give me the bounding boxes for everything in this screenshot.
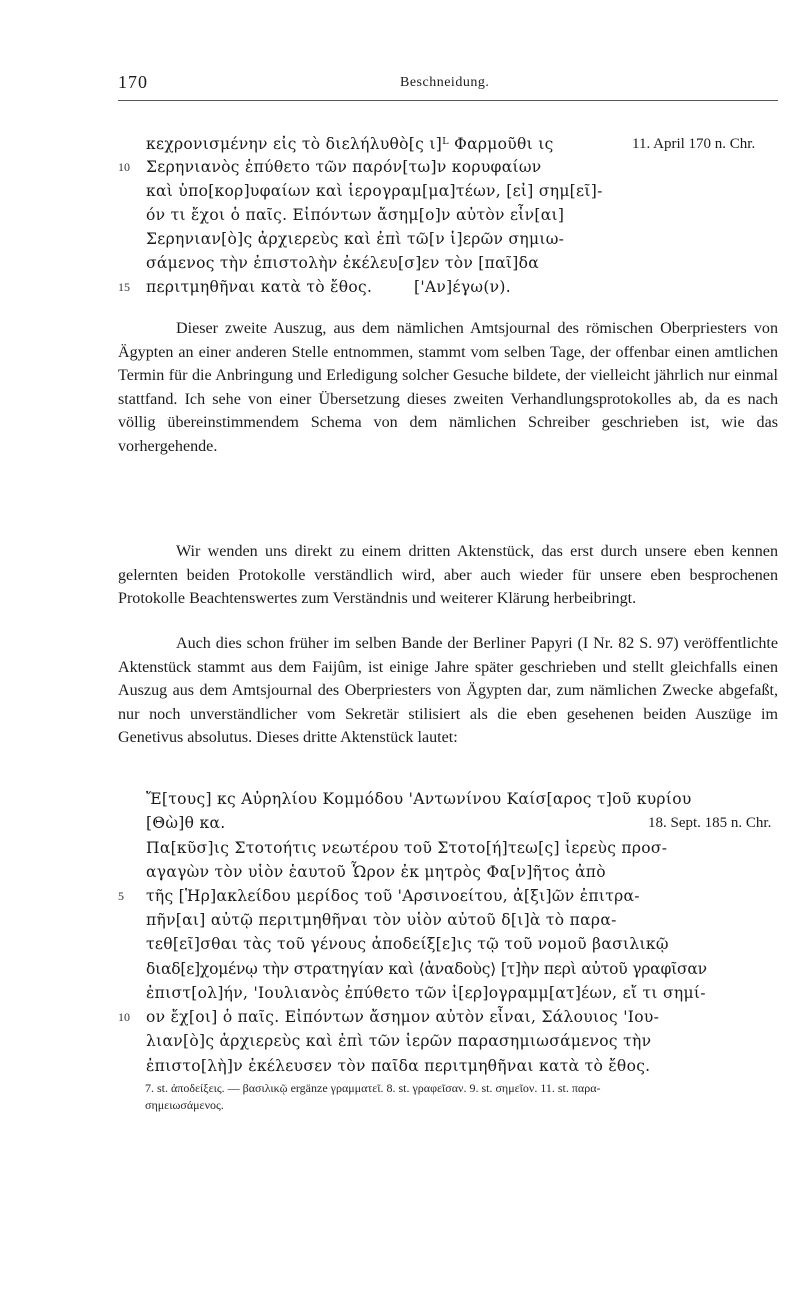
- greek-line: διαδ[ε]χομένῳ τὴν στρατηγίαν καὶ ⟨ἀναδοὺς⟩ [τ]ὴν περὶ αὐτοῦ γραφῖσαν: [146, 960, 707, 978]
- greek-line: σάμενος τὴν ἐπιστολὴν ἐκέλευ[σ]εν τὸν [παῖ]δα: [146, 254, 539, 272]
- greek-line: ἐπιστ[ολ]ήν, 'Ιουλιανὸς ἐπύθετο τῶν ἱ[ερ]ογραμμ[ατ]έων, εἴ τι σημί-: [146, 984, 706, 1002]
- line-number: 10: [118, 160, 130, 174]
- line-number: 5: [118, 889, 124, 903]
- greek-line: κεχρονισμένην εἰς τὸ διελήλυθὸ[ς ι]ᴸ Φαρμοῦθι ις: [146, 135, 554, 153]
- greek-line: ον ἔχ[οι] ὁ παῖς. Εἰπόντων ἄσημον αὐτὸν εἶναι, Σάλουιος 'Ιου-: [146, 1008, 660, 1026]
- footnotes: [145, 1080, 785, 1114]
- page-header: [118, 66, 778, 101]
- greek-line: ἐπιστο[λὴ]ν ἐκέλευσεν τὸν παῖδα περιτμηθῆναι κατὰ τὸ ἔθος.: [146, 1057, 651, 1075]
- greek-line: Σερηνιανὸς ἐπύθετο τῶν παρόν[τω]ν κορυφαίων: [146, 158, 542, 176]
- greek-line: Ἔ[τους] κς Αὐρηλίου Κομμόδου 'Αντωνίνου Καίσ[αρος τ]οῦ κυρίου: [146, 790, 692, 808]
- greek-line: τεθ[εῖ]σθαι τὰς τοῦ γένους ἀποδείξ[ε]ις τῷ τοῦ νομοῦ βασιλικῷ: [146, 935, 669, 953]
- running-title: Beschneidung.: [400, 75, 490, 90]
- commentary-paragraph-1: [118, 317, 778, 458]
- greek-line: τῆς [Ἡρ]ακλείδου μερίδος τοῦ 'Αρσινοείτου, ἀ[ξι]ῶν ἐπιτρα-: [146, 887, 640, 905]
- page-number: 170: [118, 72, 148, 92]
- paragraph: Wir wenden uns direkt zu einem dritten Aktenstück, das erst durch unsere eben kennen gelernten beiden Protokolle verständlich wird, aber auch wieder für unsere eben besprochenen Protokolle Beachtenswertes zum Verständnis und weiterer Klärung herbeibringt.: [118, 543, 778, 607]
- greek-line: καὶ ὑπο[κορ]υφαίων καὶ ἱερογραμ[μα]τέων, [εἰ] σημ[εῖ]-: [146, 182, 603, 200]
- greek-line: [Θὼ]θ κα.: [146, 814, 226, 832]
- date-note: 11. April 170 n. Chr.: [632, 136, 756, 152]
- greek-line: Πα[κῦσ]ις Στοτοήτις νεωτέρου τοῦ Στοτο[ή]τεω[ς] ἱερεὺς προσ-: [146, 839, 668, 857]
- paragraph: Dieser zweite Auszug, aus dem nämlichen Amtsjournal des römischen Oberpriesters von Ägypten an einer anderen Stelle entnommen, stammt vom selben Tage, der offenbar einen amtlichen Termin für die Anbringung und Erledigung solcher Gesuche bildete, der vielleicht jährlich nur einmal stattfand. Ich sehe von einer Übersetzung dieses zweiten Verhandlungsprotokolles ab, da es nach völlig übereinstimmendem Schema von dem nämlichen Schreiber geschrieben ist, wie das vorhergehende.: [118, 320, 778, 455]
- commentary-paragraph-3: [118, 632, 778, 750]
- greek-line: λιαν[ὸ]ς ἀρχιερεὺς καὶ ἐπὶ τῶν ἱερῶν παρασημιωσάμενος τὴν: [146, 1032, 652, 1050]
- date-note: 18. Sept. 185 n. Chr.: [648, 815, 772, 831]
- footnote-line: 7. st. ἀποδείξεις. — βασιλικῷ ergänze γραμματεῖ. 8. st. γραφεῖσαν. 9. st. σημεῖον. 11. st. παρα-: [145, 1081, 601, 1095]
- greek-line: περιτμηθῆναι κατὰ τὸ ἔθος. ['Αν]έγω(ν).: [146, 278, 511, 296]
- greek-line: πῆν[αι] αὐτῷ περιτμηθῆναι τὸν υἱὸν αὐτοῦ δ[ι]ὰ τὸ παρα-: [146, 911, 617, 929]
- line-number: 15: [118, 280, 130, 294]
- line-number: 10: [118, 1010, 130, 1024]
- greek-line: αγαγὼν τὸν υἱὸν ἑαυτοῦ Ὧρον ἐκ μητρὸς Φα[ν]ῆτος ἀπὸ: [146, 863, 606, 881]
- greek-line: Σερηνιαν[ὸ]ς ἀρχιερεὺς καὶ ἐπὶ τῶ[ν ἱ]ερῶν σημιω-: [146, 230, 565, 248]
- footnote-line: σημειωσάμενος.: [145, 1098, 224, 1112]
- paragraph: Auch dies schon früher im selben Bande der Berliner Papyri (I Nr. 82 S. 97) veröffentlichte Aktenstück stammt aus dem Faijûm, ist einige Jahre später geschrieben und stellt gleichfalls einen Auszug aus dem Amtsjournal des Oberpriesters von Ägypten dar, zum nämlichen Zwecke abgefaßt, nur noch unverständlicher vom Sekretär stilisiert als die eben gesehenen beiden Auszüge im Genetivus absolutus. Dieses dritte Aktenstück lautet:: [118, 635, 778, 746]
- greek-line: όν τι ἔχοι ὁ παῖς. Εἰπόντων ἄσημ[ο]ν αὐτὸν εἶν[αι]: [146, 206, 565, 224]
- commentary-paragraph-2: [118, 540, 778, 611]
